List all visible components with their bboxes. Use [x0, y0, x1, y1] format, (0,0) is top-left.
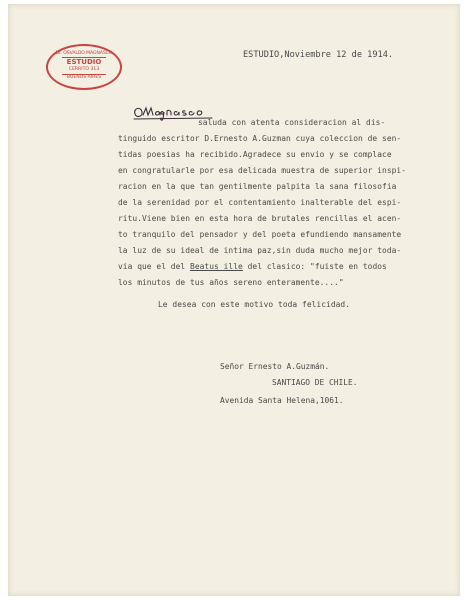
body-line: los minutos de tus años sereno enteramente...." — [118, 278, 344, 287]
body-line: la luz de su ideal de intima paz,sin duda mucho mejor toda- — [118, 246, 402, 255]
body-line: racion en la que tan gentilmente palpita la sana filosofia — [118, 182, 397, 191]
body-line: ritu.Viene bien en esta hora de brutales rencillas el acen- — [118, 214, 402, 223]
recipient-name: Señor Ernesto A.Guzmán. — [220, 362, 330, 371]
body-line — [118, 262, 387, 271]
stamp-city: BUENOS AIRES — [66, 75, 102, 80]
body-text: via que el del — [118, 262, 191, 271]
stamp-name: Dr. OSVALDO MAGNASCO — [55, 51, 113, 56]
dateline: ESTUDIO,Noviembre 12 de 1914. — [243, 50, 394, 60]
recipient-street: Avenida Santa Helena,1061. — [220, 396, 344, 405]
body-line: en congratularle por esa delicada muestra de superior inspi- — [118, 166, 407, 175]
letterhead-stamp — [46, 44, 122, 90]
recipient-city: SANTIAGO DE CHILE. — [272, 378, 358, 387]
body-line: saluda con atenta consideracion al dis- — [198, 118, 386, 127]
body-line: de la serenidad por el contentamiento inalterable del espi- — [118, 198, 402, 207]
stamp-title: ESTUDIO — [66, 58, 102, 66]
underlined-phrase: Beatus ille — [190, 262, 243, 271]
body-line: tidas poesias ha recibido.Agradece su envio y se complace — [118, 150, 392, 159]
stamp-street: CERRITO 313 — [68, 67, 100, 72]
body-text: del clasico: "fuiste en todos — [242, 262, 387, 271]
body-line: to tranquilo del pensador y del poeta efundiendo mansamente — [118, 230, 402, 239]
closing-line: Le desea con este motivo toda felicidad. — [158, 300, 351, 309]
body-line: tinguido escritor D.Ernesto A.Guzman cuya coleccion de sen- — [118, 134, 402, 143]
letter-sheet — [8, 4, 460, 596]
